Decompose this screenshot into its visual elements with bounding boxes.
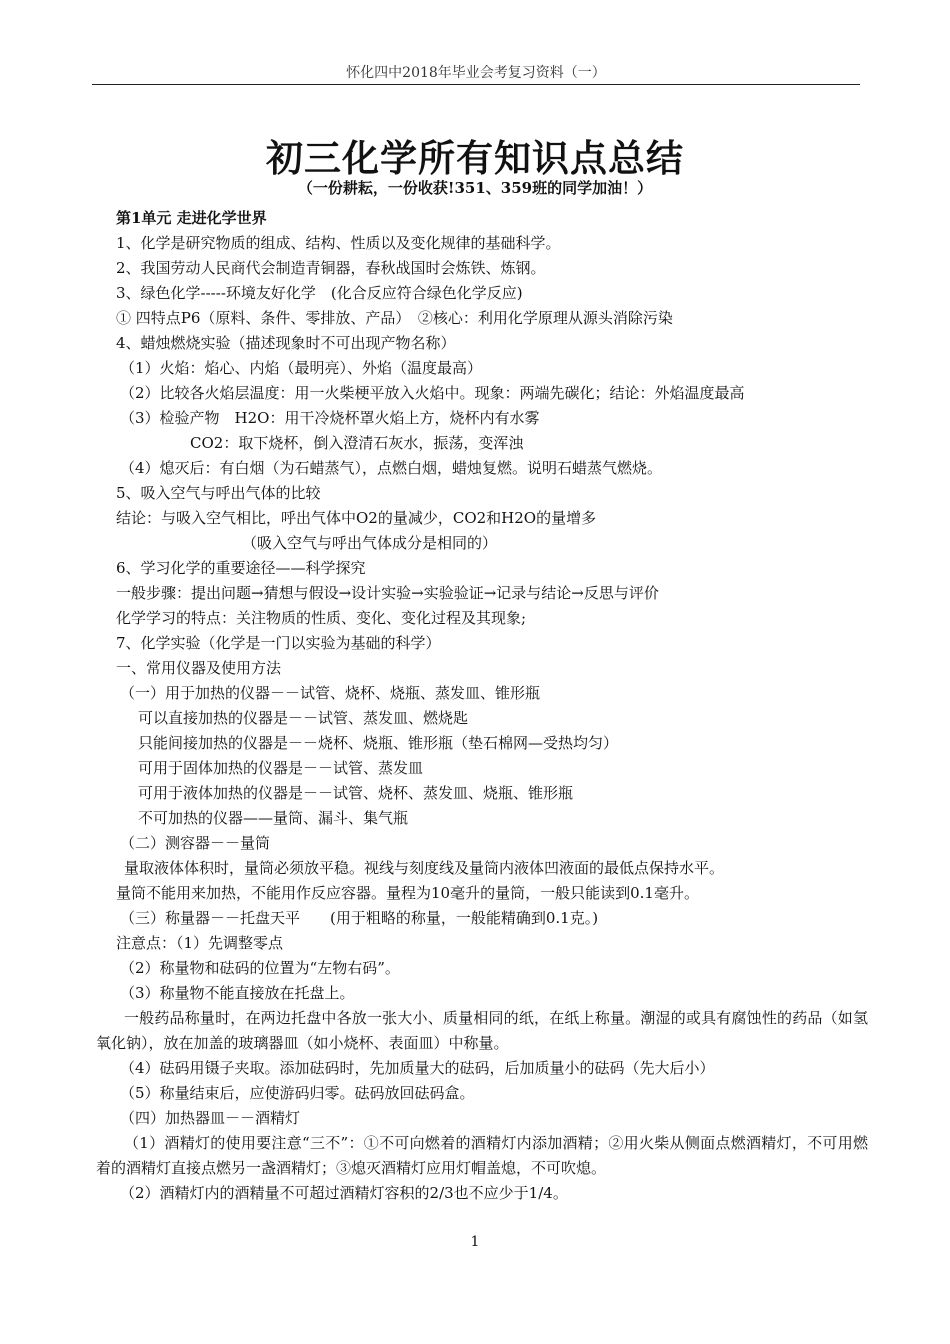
text-line: 量筒不能用来加热，不能用作反应容器。量程为10毫升的量筒，一般只能读到0.1毫升。 [116, 884, 699, 902]
document-title: 初三化学所有知识点总结 [266, 136, 684, 180]
text-line: 6、学习化学的重要途径——科学探究 [116, 559, 366, 577]
text-line: （3）检验产物 H2O：用干冷烧杯罩火焰上方，烧杯内有水雾 [120, 409, 540, 427]
text-line: 第1单元 走进化学世界 [116, 209, 267, 227]
body-lines-3 [92, 1181, 868, 1206]
text-line: 1、化学是研究物质的组成、结构、性质以及变化规律的基础科学。 [116, 234, 561, 252]
text-line: （二）测容器－－量筒 [120, 834, 271, 852]
text-line: 可以直接加热的仪器是－－试管、蒸发皿、燃烧匙 [138, 709, 469, 727]
text-line: 化学学习的特点：关注物质的性质、变化、变化过程及其现象; [116, 609, 527, 627]
text-line: （2）比较各火焰层温度：用一火柴梗平放入火焰中。现象：两端先碳化；结论：外焰温度最高 [120, 384, 745, 402]
text-line: 不可加热的仪器——量筒、漏斗、集气瓶 [138, 809, 409, 827]
text-line: （吸入空气与呼出气体成分是相同的） [242, 534, 498, 552]
text-line: （2）酒精灯内的酒精量不可超过酒精灯容积的2/3也不应少于1/4。 [120, 1184, 568, 1202]
page-header: 怀化四中2018年毕业会考复习资料（一） [346, 65, 606, 81]
text-line: 7、化学实验（化学是一门以实验为基础的科学） [116, 634, 441, 652]
text-line: 2、我国劳动人民商代会制造青铜器，春秋战国时会炼铁、炼钢。 [116, 259, 546, 277]
document-body [92, 206, 868, 1206]
text-line: （1）火焰：焰心、内焰（最明亮）、外焰（温度最高） [120, 359, 483, 377]
body-lines-2 [92, 1056, 868, 1131]
text-line: （2）称量物和砝码的位置为“左物右码”。 [120, 959, 400, 977]
text-line: （3）称量物不能直接放在托盘上。 [120, 984, 355, 1002]
text-line: 注意点：（1）先调整零点 [116, 934, 284, 952]
text-line: （4）砝码用镊子夹取。添加砝码时，先加质量大的砝码，后加质量小的砝码（先大后小） [120, 1059, 715, 1077]
text-line: 4、蜡烛燃烧实验（描述现象时不可出现产物名称） [116, 334, 456, 352]
text-line: 量取液体体积时，量筒必须放平稳。视线与刻度线及量筒内液体凹液面的最低点保持水平。 [124, 859, 725, 877]
text-line: ① 四特点P6（原料、条件、零排放、产品） ②核心：利用化学原理从源头消除污染 [116, 309, 673, 327]
paragraph-alcohol-lamp: （1）酒精灯的使用要注意“三不”：①不可向燃着的酒精灯内添加酒精；②用火柴从侧面点燃酒精灯，不可用燃着的酒精灯直接点燃另一盏酒精灯；③熄灭酒精灯应用灯帽盖熄，不可吹熄。 [96, 1134, 868, 1177]
text-line: （四）加热器皿－－酒精灯 [120, 1109, 301, 1127]
text-line: （5）称量结束后，应使游码归零。砝码放回砝码盒。 [120, 1084, 475, 1102]
text-line: 只能间接加热的仪器是－－烧杯、烧瓶、锥形瓶（垫石棉网—受热均匀） [138, 734, 619, 752]
text-line: 5、吸入空气与呼出气体的比较 [116, 484, 321, 502]
text-line: 可用于固体加热的仪器是－－试管、蒸发皿 [138, 759, 424, 777]
text-line: 结论：与吸入空气相比，呼出气体中O2的量减少，CO2和H2O的量增多 [116, 509, 597, 527]
page-number: 1 [470, 1234, 480, 1250]
body-lines [92, 206, 868, 1006]
text-line: 一般步骤：提出问题→猜想与假设→设计实验→实验验证→记录与结论→反思与评价 [116, 584, 659, 602]
paragraph-weighing: 一般药品称量时，在两边托盘中各放一张大小、质量相同的纸，在纸上称量。潮湿的或具有腐蚀性的药品（如氢氧化钠），放在加盖的玻璃器皿（如小烧杯、表面皿）中称量。 [96, 1009, 868, 1052]
text-line: （一）用于加热的仪器－－试管、烧杯、烧瓶、蒸发皿、锥形瓶 [120, 684, 541, 702]
text-line: 一、常用仪器及使用方法 [116, 659, 282, 677]
text-line: （三）称量器－－托盘天平 (用于粗略的称量，一般能精确到0.1克。) [120, 909, 599, 927]
text-line: （4）熄灭后：有白烟（为石蜡蒸气），点燃白烟，蜡烛复燃。说明石蜡蒸气燃烧。 [120, 459, 663, 477]
text-line: CO2：取下烧杯，倒入澄清石灰水，振荡，变浑浊 [190, 434, 524, 452]
text-line: 3、绿色化学-----环境友好化学 (化合反应符合绿色化学反应) [116, 284, 523, 302]
header-rule [92, 84, 860, 85]
document-subtitle: （一份耕耘，一份收获!351、359班的同学加油！） [297, 179, 653, 197]
text-line: 可用于液体加热的仪器是－－试管、烧杯、蒸发皿、烧瓶、锥形瓶 [138, 784, 574, 802]
